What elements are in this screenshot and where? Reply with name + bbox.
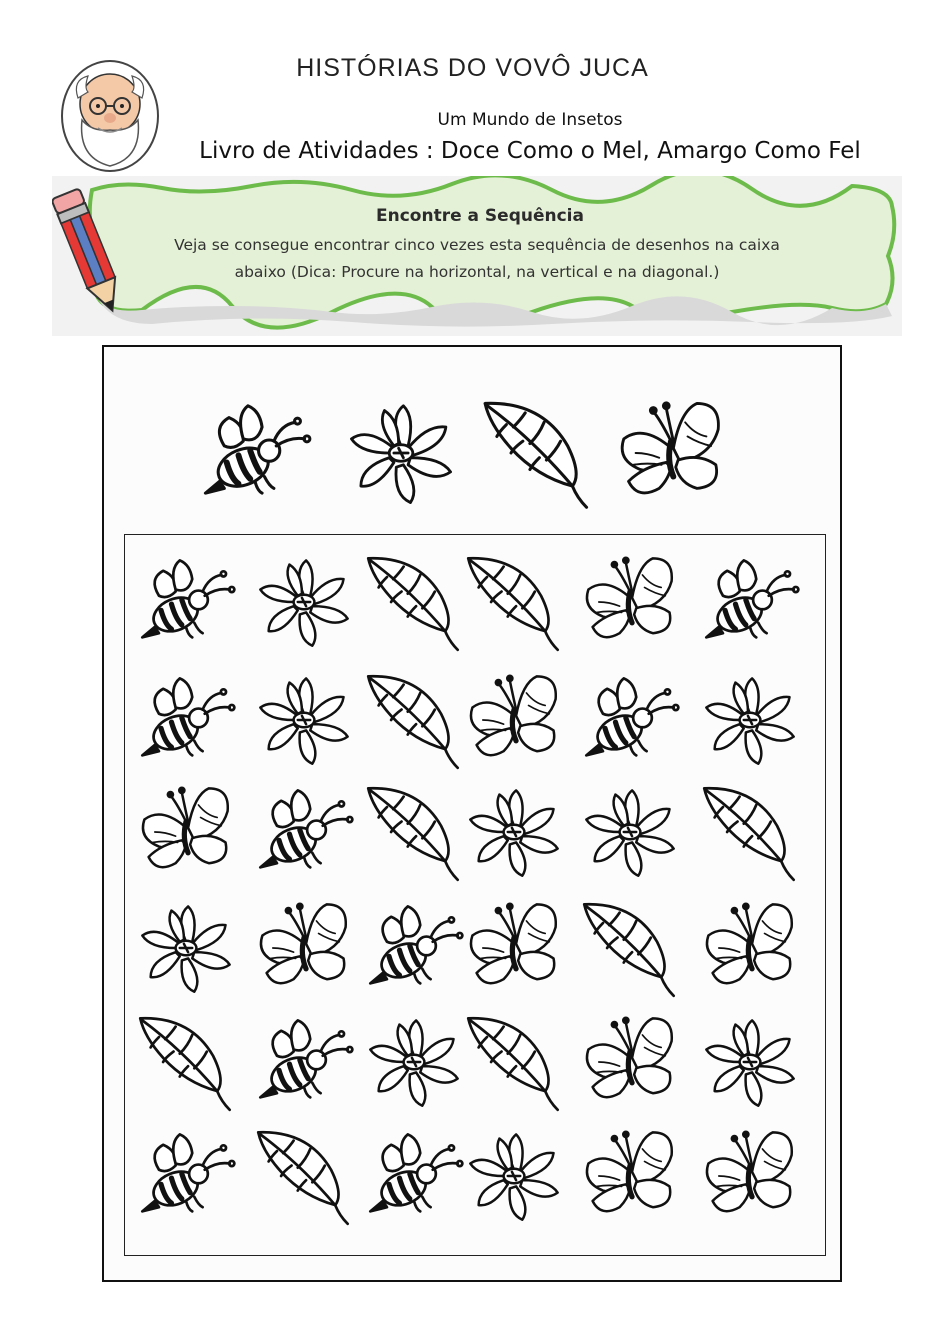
butterfly-icon [698, 1124, 802, 1228]
butterfly-icon [462, 896, 566, 1000]
bee-icon [196, 394, 314, 512]
leaf-icon [362, 780, 466, 884]
flower-icon [342, 394, 460, 512]
leaf-icon [578, 896, 682, 1000]
activity-title: Encontre a Sequência [376, 206, 584, 226]
flower-icon [362, 1010, 466, 1114]
bee-icon [362, 896, 466, 1000]
leaf-icon [698, 780, 802, 884]
butterfly-icon [578, 550, 682, 654]
leaf-icon [362, 668, 466, 772]
bee-icon [578, 668, 682, 772]
flower-icon [698, 1010, 802, 1114]
flower-icon [578, 780, 682, 884]
bee-icon [134, 668, 238, 772]
flower-icon [252, 668, 356, 772]
leaf-icon [478, 394, 596, 512]
butterfly-icon [578, 1124, 682, 1228]
butterfly-icon [578, 1010, 682, 1114]
book-title: Livro de Atividades : Doce Como o Mel, Amargo Como Fel [199, 138, 861, 164]
flower-icon [698, 668, 802, 772]
series-title: HISTÓRIAS DO VOVÔ JUCA [296, 54, 649, 82]
instructions-line-1: Veja se consegue encontrar cinco vezes esta sequência de desenhos na caixa [174, 236, 780, 254]
pencil-icon [52, 182, 132, 322]
leaf-icon [252, 1124, 356, 1228]
leaf-icon [362, 550, 466, 654]
leaf-icon [462, 1010, 566, 1114]
butterfly-icon [612, 394, 730, 512]
leaf-icon [462, 550, 566, 654]
bee-icon [698, 550, 802, 654]
butterfly-icon [134, 780, 238, 884]
book-subtitle: Um Mundo de Insetos [437, 110, 623, 130]
flower-icon [462, 1124, 566, 1228]
bee-icon [252, 780, 356, 884]
bee-icon [134, 550, 238, 654]
butterfly-icon [698, 896, 802, 1000]
instructions-line-2: abaixo (Dica: Procure na horizontal, na vertical e na diagonal.) [234, 263, 720, 281]
bee-icon [134, 1124, 238, 1228]
activity-instructions [112, 232, 842, 286]
leaf-icon [134, 1010, 238, 1114]
bee-icon [362, 1124, 466, 1228]
flower-icon [134, 896, 238, 1000]
butterfly-icon [252, 896, 356, 1000]
grandpa-avatar-icon [58, 58, 162, 174]
bee-icon [252, 1010, 356, 1114]
butterfly-icon [462, 668, 566, 772]
flower-icon [252, 550, 356, 654]
flower-icon [462, 780, 566, 884]
